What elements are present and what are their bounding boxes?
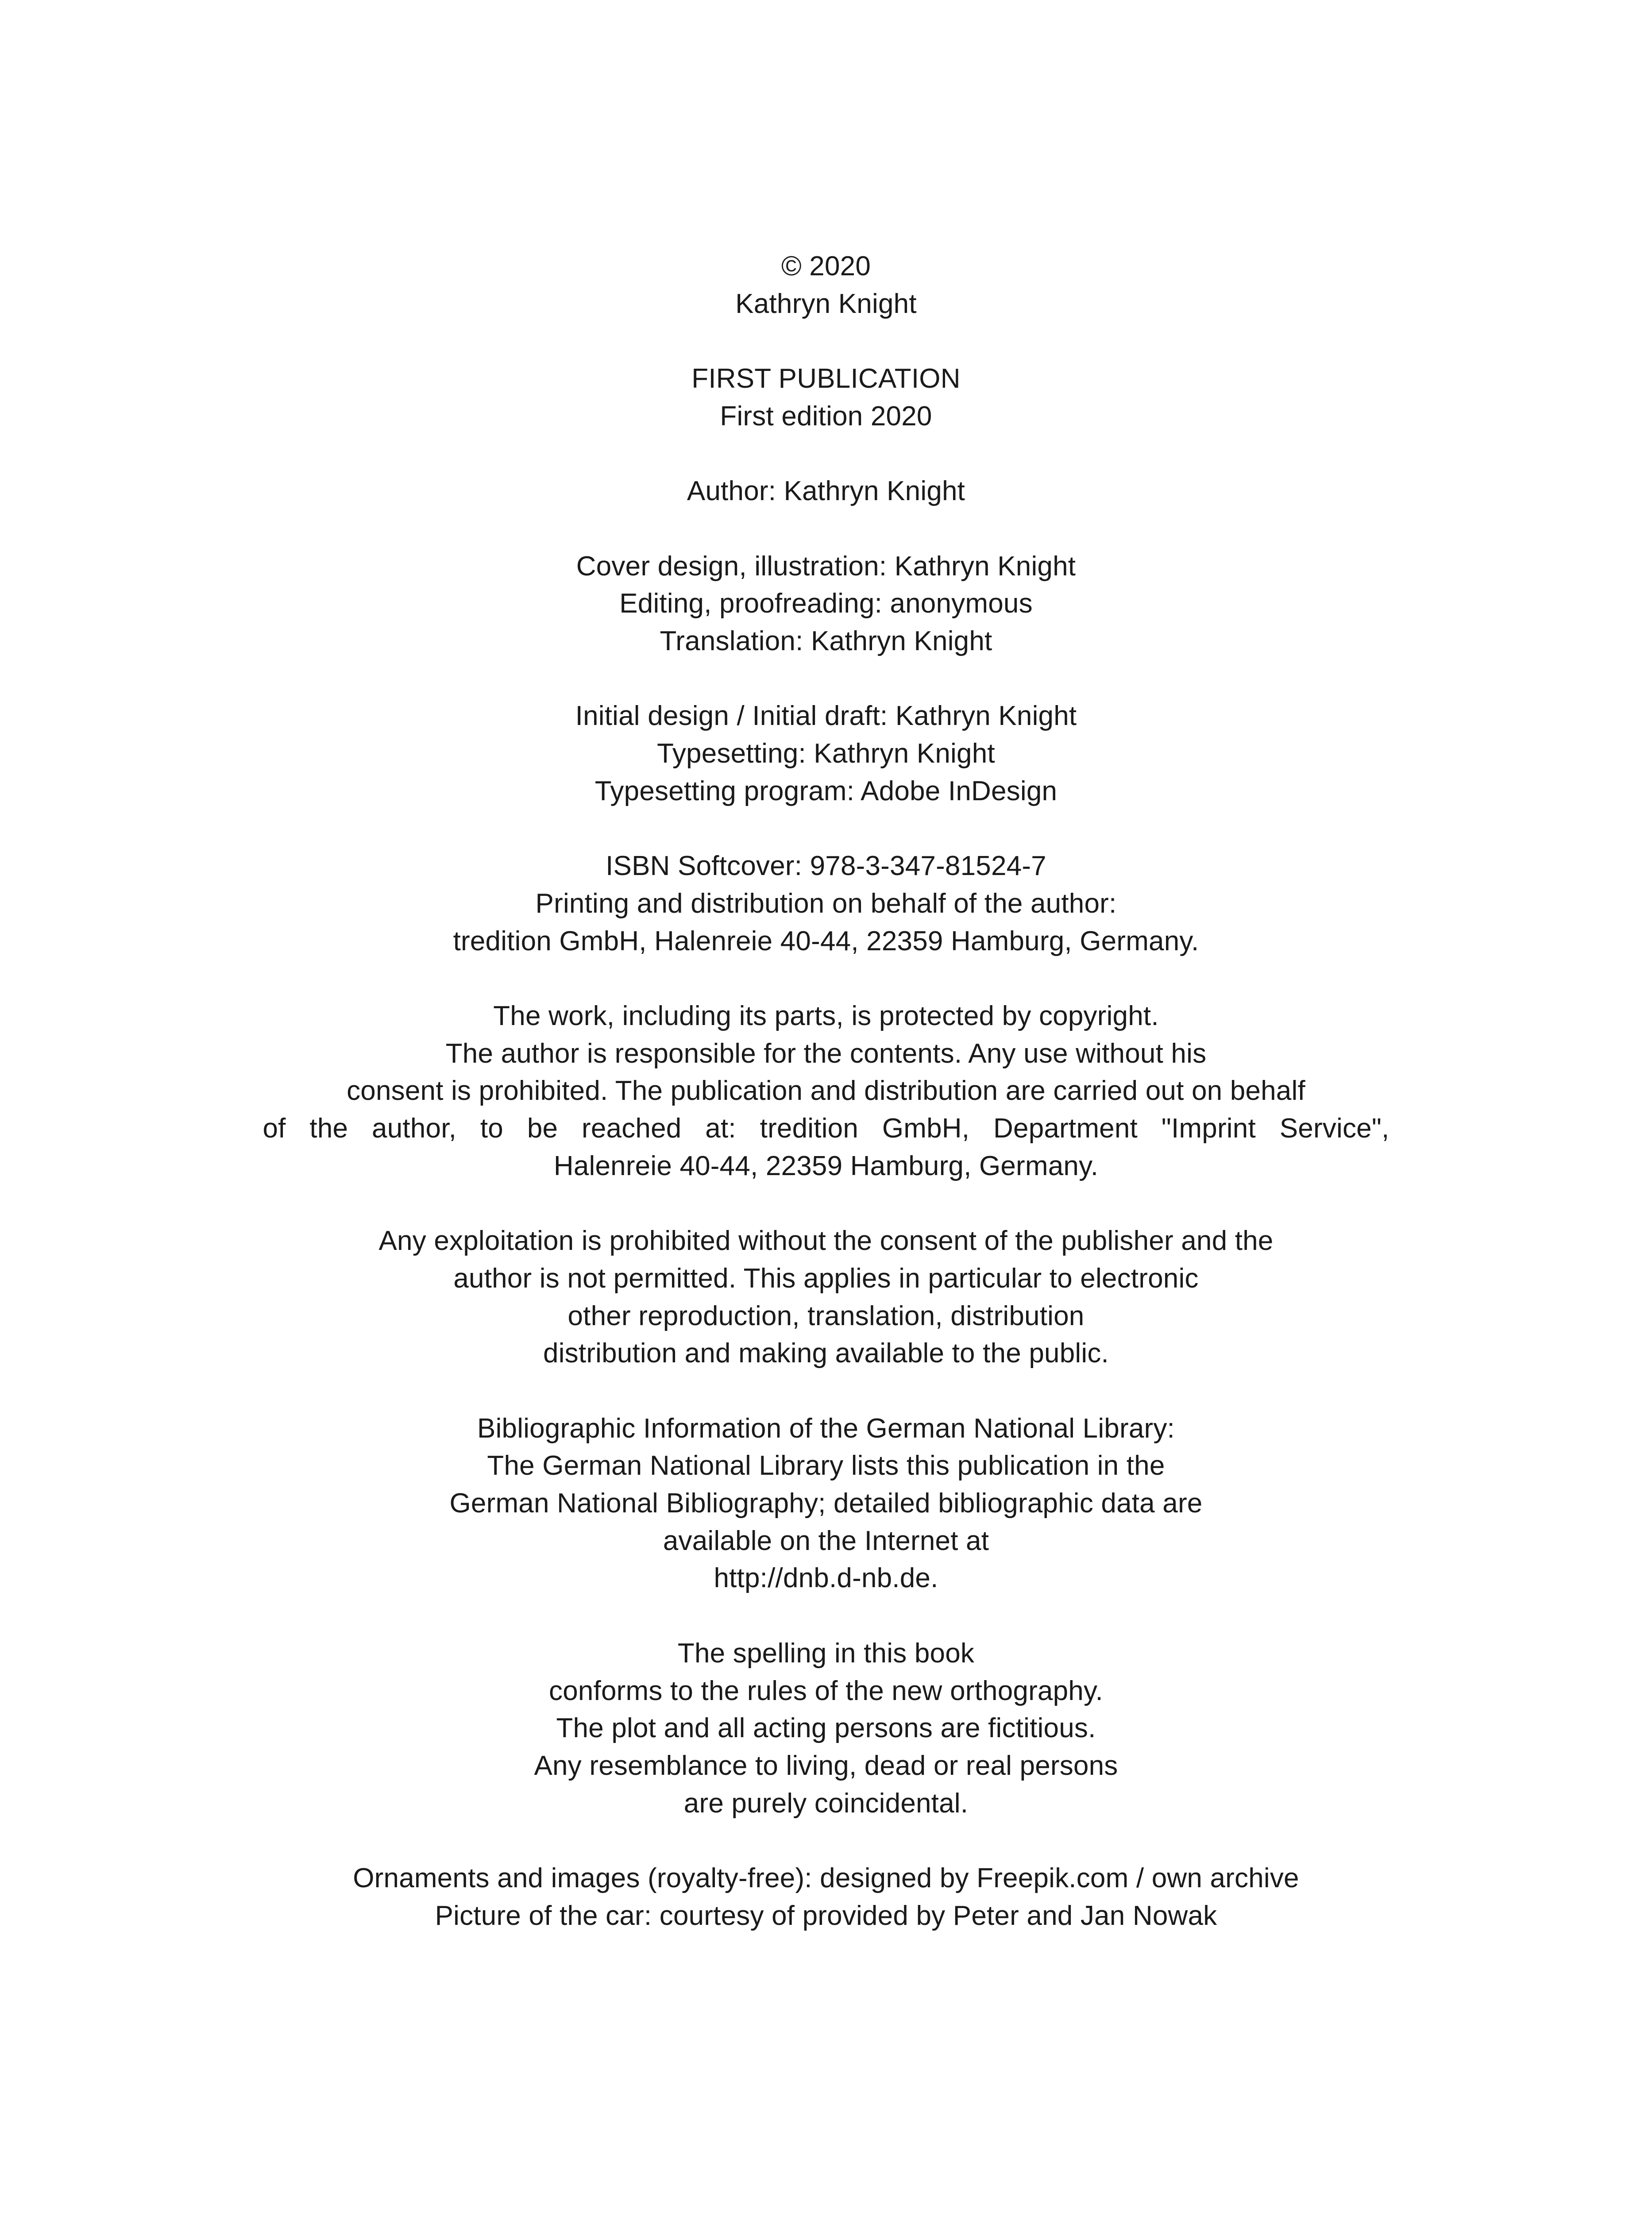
edition-line: First edition 2020: [720, 401, 932, 432]
notice-line: Halenreie 40-44, 22359 Hamburg, Germany.: [553, 1150, 1099, 1181]
publication-heading: FIRST PUBLICATION: [691, 363, 961, 394]
notice-line: The author is responsible for the contents. Any use without his: [445, 1038, 1207, 1069]
notice-line: Any exploitation is prohibited without the consent of the publisher and the: [378, 1226, 1274, 1257]
typesetting-credit: Typesetting: Kathryn Knight: [657, 738, 995, 769]
notice-line: distribution and making available to the public.: [543, 1338, 1109, 1369]
notice-line: Bibliographic Information of the German National Library:: [477, 1413, 1175, 1444]
ornaments-credit: Ornaments and images (royalty-free): designed by Freepik.com / own archive: [353, 1863, 1299, 1894]
author-line: Author: Kathryn Knight: [687, 476, 965, 507]
exploitation-notice: [0, 1222, 1652, 1373]
copyright-year: © 2020: [781, 251, 871, 281]
translation-credit: Translation: Kathryn Knight: [660, 625, 992, 656]
initial-design-credit: Initial design / Initial draft: Kathryn Knight: [575, 701, 1077, 732]
imprint-text: [0, 248, 1652, 1935]
editing-credit: Editing, proofreading: anonymous: [619, 588, 1033, 619]
notice-line: The German National Library lists this publication in the: [487, 1450, 1165, 1481]
cover-credit: Cover design, illustration: Kathryn Knight: [576, 551, 1076, 582]
spelling-notice: [0, 1635, 1652, 1823]
notice-line: other reproduction, translation, distribution: [567, 1300, 1085, 1331]
bibliographic-info: [0, 1410, 1652, 1598]
notice-line: Any resemblance to living, dead or real persons: [534, 1750, 1118, 1781]
notice-line: German National Bibliography; detailed bibliographic data are: [449, 1488, 1203, 1519]
notice-line: The work, including its parts, is protected by copyright.: [493, 1000, 1159, 1031]
copyright-notice: [0, 998, 1652, 1185]
notice-line: consent is prohibited. The publication and distribution are carried out on behalf: [347, 1076, 1305, 1106]
publication-block: [0, 360, 1652, 435]
typesetting-program: Typesetting program: Adobe InDesign: [594, 775, 1058, 806]
publisher-address: tredition GmbH, Halenreie 40-44, 22359 Hamburg, Germany.: [453, 925, 1199, 956]
image-credits: [0, 1860, 1652, 1935]
notice-line: conforms to the rules of the new orthography.: [549, 1675, 1103, 1706]
copyright-block: [0, 248, 1652, 323]
notice-line: are purely coincidental.: [683, 1788, 969, 1819]
credits-block: [0, 548, 1652, 660]
copyright-holder: Kathryn Knight: [735, 288, 917, 319]
isbn-block: [0, 848, 1652, 960]
printing-line: Printing and distribution on behalf of the author:: [535, 888, 1117, 919]
dnb-url: http://dnb.d-nb.de.: [714, 1563, 938, 1594]
isbn-line: ISBN Softcover: 978-3-347-81524-7: [606, 851, 1046, 882]
author-block: [0, 473, 1652, 510]
notice-line: of the author, to be reached at: tredition GmbH, Department "Imprint Service",: [262, 1113, 1390, 1144]
car-picture-credit: Picture of the car: courtesy of provided by Peter and Jan Nowak: [435, 1900, 1217, 1931]
notice-line: The spelling in this book: [677, 1638, 975, 1669]
notice-line: available on the Internet at: [663, 1525, 989, 1556]
design-block: [0, 698, 1652, 810]
notice-line: author is not permitted. This applies in particular to electronic: [453, 1263, 1199, 1294]
notice-line: The plot and all acting persons are fictitious.: [556, 1713, 1096, 1744]
